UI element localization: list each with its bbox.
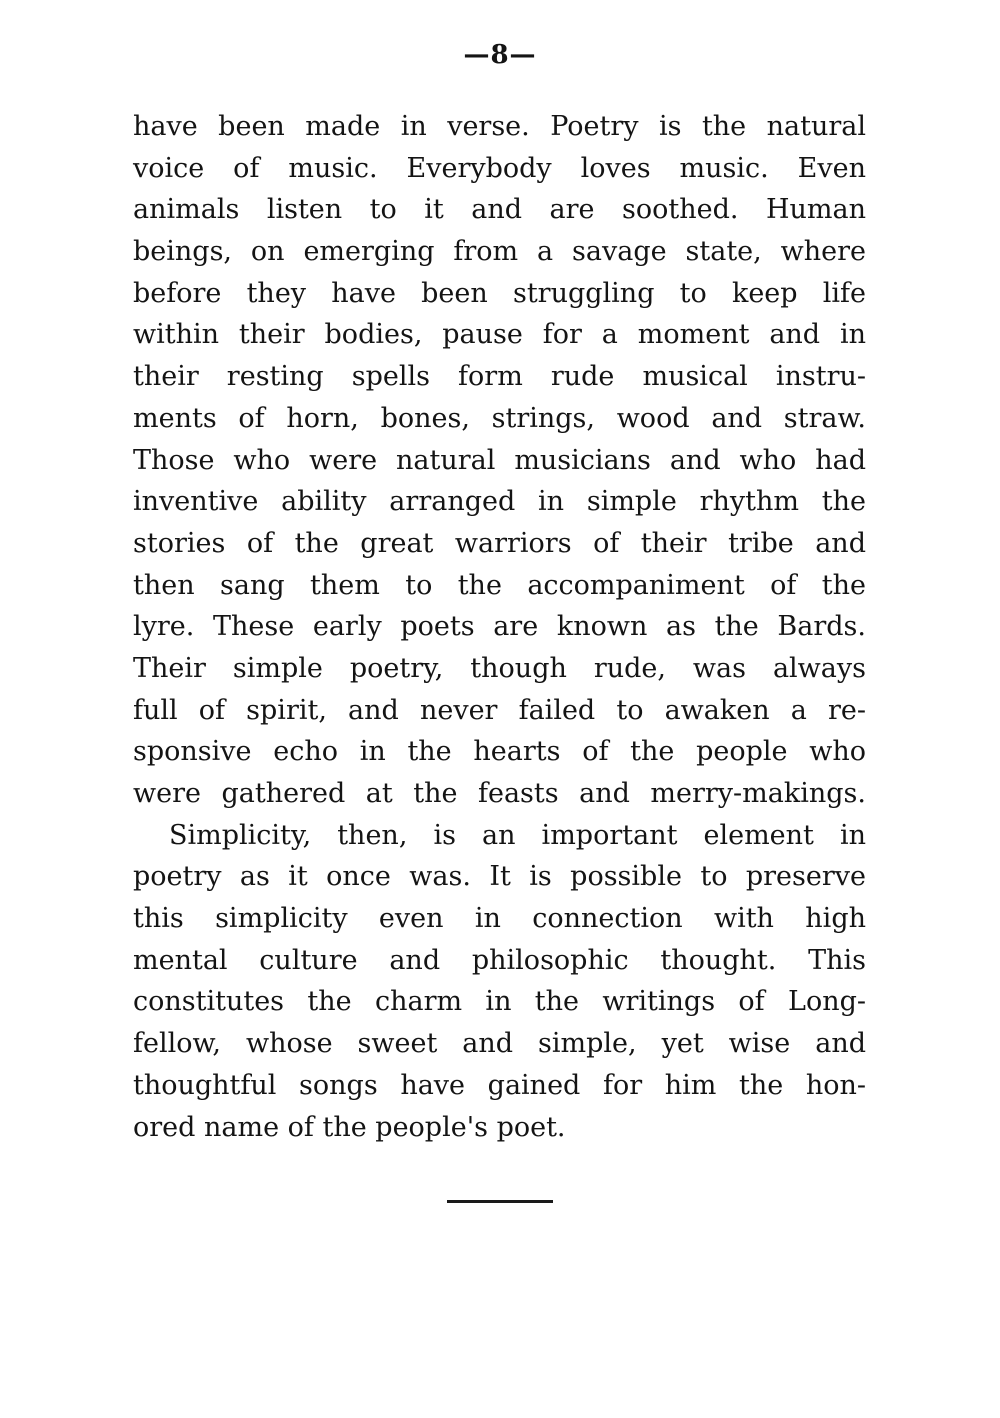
text-line: have been made in verse. Poetry is the natural [133,111,866,142]
text-line: within their bodies, pause for a moment and in [133,319,866,351]
text-line: before they have been struggling to keep life [133,277,866,309]
text-line: beings, on emerging from a savage state, where [133,236,866,268]
text-line: this simplicity even in connection with high [133,903,866,935]
text-line: Those who were natural musicians and who had [133,444,866,476]
text-line: stories of the great warriors of their tribe and [133,527,866,559]
text-line: sponsive echo in the hearts of the people who [133,736,866,768]
text-line: thoughtful songs have gained for him the hon- [133,1069,866,1101]
text-line: their resting spells form rude musical instru- [133,361,866,393]
text-line: then sang them to the accompaniment of the [133,569,866,601]
text-line: were gathered at the feasts and merry-makings. [133,778,866,809]
text-line: constitutes the charm in the writings of Long- [133,986,866,1018]
page-number: —8— [463,40,537,70]
text-line: inventive ability arranged in simple rhythm the [133,486,866,518]
text-line: full of spirit, and never failed to awaken a re- [133,694,866,726]
text-line: animals listen to it and are soothed. Human [133,194,866,226]
text-line: mental culture and philosophic thought. This [133,944,866,976]
text-line: lyre. These early poets are known as the Bards. [133,611,866,643]
text-line: ored name of the people's poet. [133,1111,566,1143]
text-line: voice of music. Everybody loves music. Even [133,152,866,184]
end-rule [447,1200,553,1203]
text-line: ments of horn, bones, strings, wood and straw. [133,402,866,434]
text-line: Simplicity, then, is an important element in [169,819,866,851]
text-line: Their simple poetry, though rude, was always [133,652,866,684]
text-line: fellow, whose sweet and simple, yet wise and [133,1028,866,1060]
body-text [133,106,866,1148]
text-line: poetry as it once was. It is possible to preserve [133,861,866,893]
